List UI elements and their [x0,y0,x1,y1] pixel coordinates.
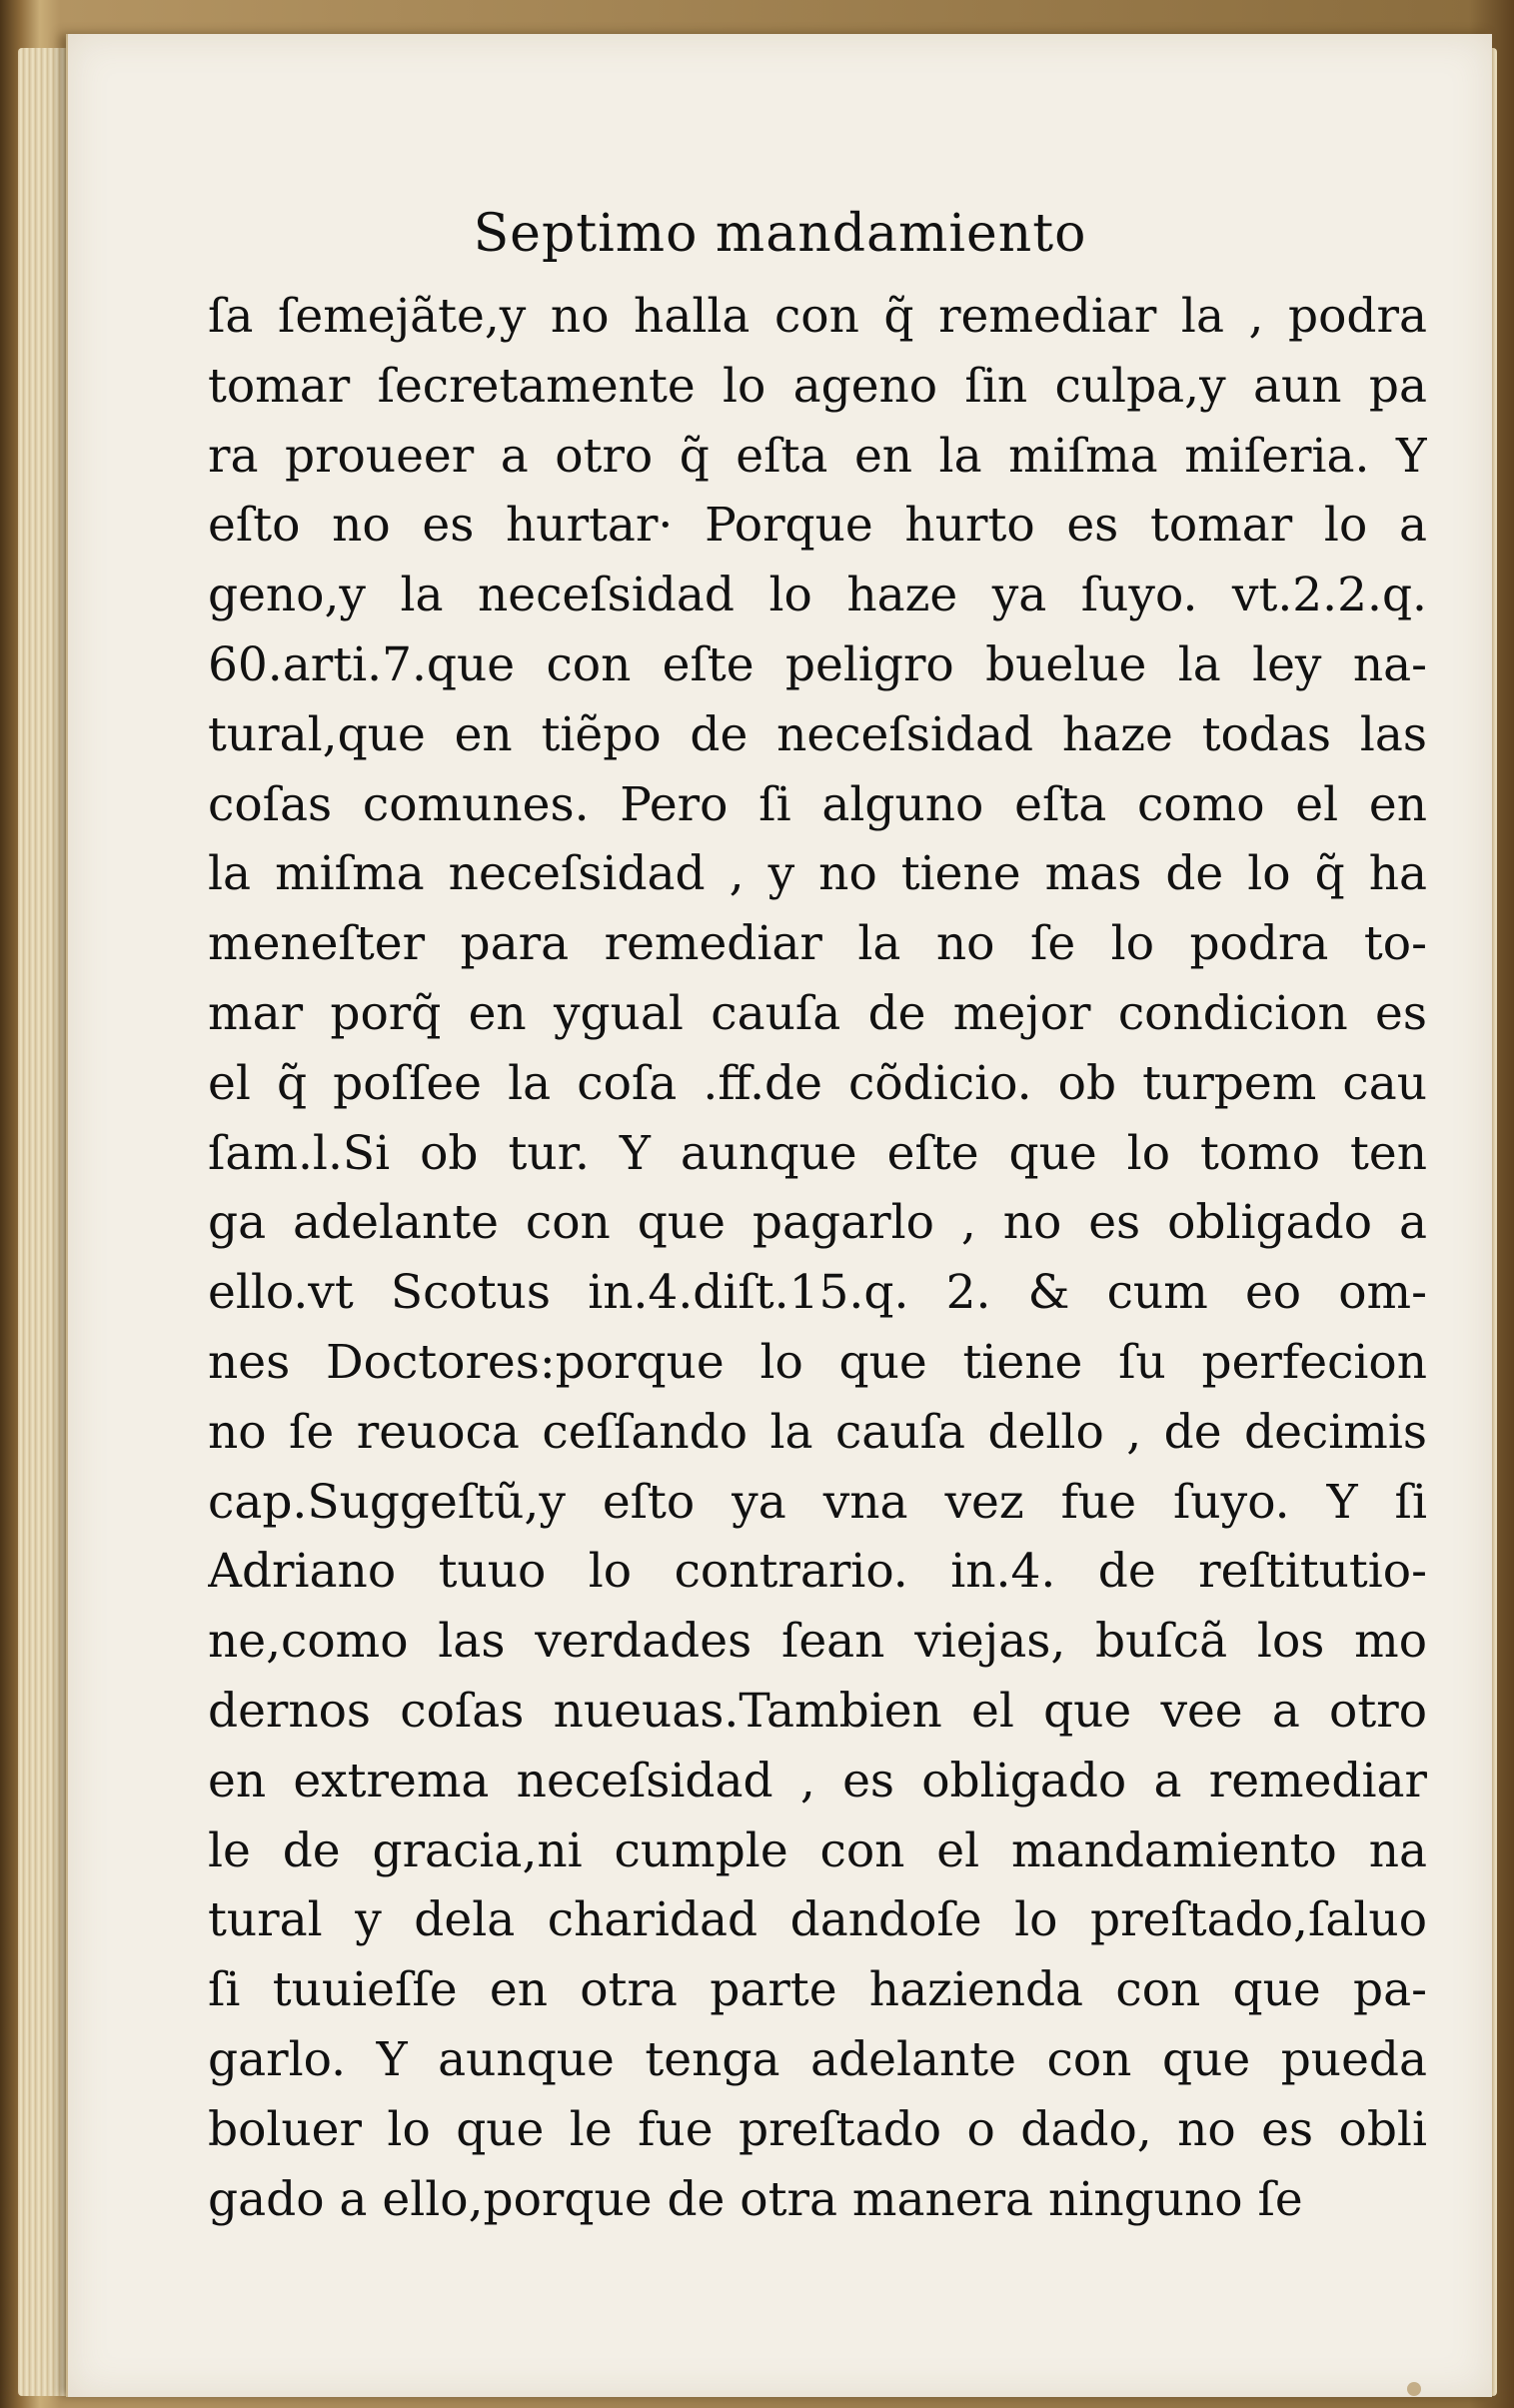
text-line: nes Doctores:porque lo que tiene ſu perfecion [208,1334,1427,1390]
text-line: cap.Suggeſtũ,y eſto ya vna vez fue ſuyo. Y ſi [208,1474,1427,1530]
text-line: 60.arti.7.que con eſte peligro buelue la ley na- [208,636,1427,692]
text-line: eſto no es hurtar· Porque hurto es tomar lo a [208,498,1427,554]
text-line: ſam.l.Si ob tur. Y aunque eſte que lo tomo ten [208,1125,1427,1181]
text-line: mar porq̃ en ygual cauſa de mejor condicion es [208,985,1427,1041]
text-line: ra proueer a otro q̃ eſta en la miſma miſeria. Y [208,428,1427,484]
text-line: dernos coſas nueuas.Tambien el que vee a otro [208,1683,1427,1739]
text-line: le de gracia,ni cumple con el mandamiento na [208,1822,1427,1878]
text-line: ſa ſemejãte,y no halla con q̃ remediar la , podra [208,289,1427,344]
text-line: garlo. Y aunque tenga adelante con que pueda [208,2031,1427,2087]
book-page [66,34,1492,2397]
text-line: ne,como las verdades ſean viejas, buſcã los mo [208,1614,1427,1670]
running-head: Septimo mandamiento [473,204,1087,264]
text-line: el q̃ poſſee la coſa .ff.de cõdicio. ob turpem cau [208,1055,1427,1111]
text-line: tural,que en tiẽpo de neceſsidad haze todas las [208,706,1427,762]
text-line: meneſter para remediar la no ſe lo podra to- [208,916,1427,972]
foxing-spot [1407,2382,1421,2396]
text-block [208,282,1427,2234]
text-line: ſi tuuieſſe en otra parte hazienda con que pa- [208,1962,1427,2018]
text-line: Adriano tuuo lo contrario. in.4. de reſtitutio- [208,1544,1427,1600]
text-line: no ſe reuoca ceſſando la cauſa dello , de decimis [208,1404,1427,1460]
text-line: coſas comunes. Pero ſi alguno eſta como el en [208,776,1427,832]
text-line: la miſma neceſsidad , y no tiene mas de lo q̃ ha [208,846,1427,902]
text-line: tural y dela charidad dandoſe lo preſtado,ſaluo [208,1892,1427,1948]
text-line: ello.vt Scotus in.4.diſt.15.q. 2. & cum eo om- [208,1265,1427,1321]
text-line: gado a ello,porque de otra manera ninguno ſe [208,2171,1303,2227]
text-line: ga adelante con que pagarlo , no es obligado a [208,1195,1427,1251]
text-line: geno,y la neceſsidad lo haze ya ſuyo. vt.2.2.q. [208,568,1427,623]
text-line: tomar ſecretamente lo ageno ſin culpa,y aun pa [208,358,1427,414]
text-line: en extrema neceſsidad , es obligado a remediar [208,1753,1427,1808]
text-line: boluer lo que le fue preſtado o dado, no es obli [208,2101,1427,2157]
